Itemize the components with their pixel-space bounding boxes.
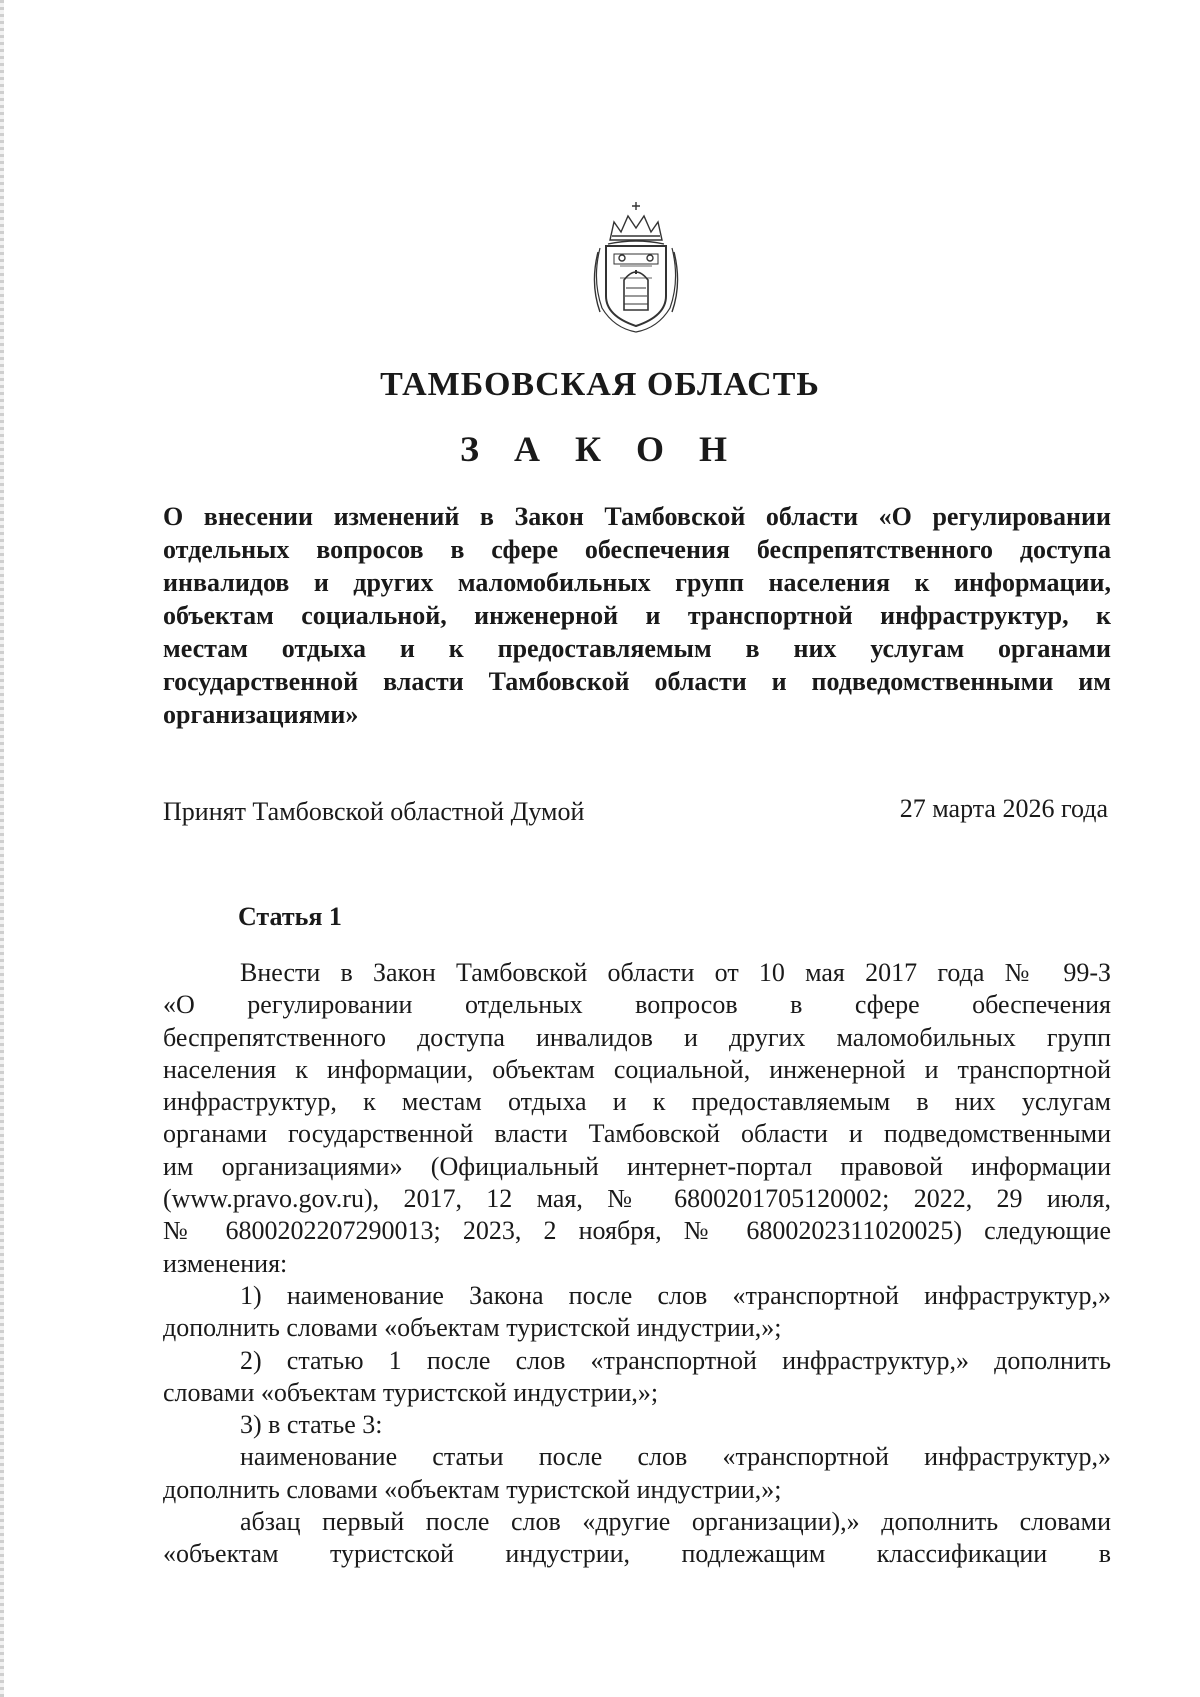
body-line: беспрепятственного доступа инвалидов и других маломобильных групп — [163, 1022, 1111, 1052]
body-line: «объектам туристской индустрии, подлежащим классификации в — [163, 1539, 1111, 1569]
body-line: 1) наименование Закона после слов «транспортной инфраструктур,» — [240, 1280, 1111, 1310]
coat-of-arms-emblem — [590, 200, 682, 334]
body-line: наименование статьи после слов «транспортной инфраструктур,» — [240, 1442, 1111, 1472]
body-line: населения к информации, объектам социальной, инженерной и транспортной — [163, 1054, 1111, 1084]
law-title-line: объектам социальной, инженерной и транспортной инфраструктур, к — [163, 601, 1111, 630]
adoption-date: 27 марта 2026 года — [899, 794, 1108, 823]
scan-edge — [0, 0, 4, 1697]
adoption-label: Принят Тамбовской областной Думой — [163, 797, 585, 826]
body-line: № 6800202207290013; 2023, 2 ноября, № 6800202311020025) следующие — [163, 1216, 1111, 1246]
body-line: инфраструктур, к местам отдыха и к предоставляемым в них услугам — [163, 1087, 1111, 1117]
document-type: З А К О Н — [459, 429, 741, 469]
body-line: Внести в Закон Тамбовской области от 10 мая 2017 года № 99-З — [240, 958, 1111, 987]
body-line: органами государственной власти Тамбовской области и подведомственными — [163, 1119, 1111, 1149]
body-line: 3) в статье 3: — [240, 1410, 383, 1440]
body-line: им организациями» (Официальный интернет-портал правовой информации — [163, 1151, 1111, 1181]
body-line: дополнить словами «объектам туристской индустрии,»; — [163, 1313, 782, 1343]
law-title-line: организациями» — [163, 700, 359, 729]
body-line: абзац первый после слов «другие организации),» дополнить словами — [240, 1507, 1111, 1537]
article-heading: Статья 1 — [238, 902, 342, 931]
law-title — [163, 500, 1111, 731]
law-title-line: государственной власти Тамбовской области и подведомственными им — [163, 667, 1111, 696]
law-title-line: местам отдыха и к предоставляемым в них услугам органами — [163, 634, 1111, 663]
body-line: 2) статью 1 после слов «транспортной инфраструктур,» дополнить — [240, 1345, 1111, 1375]
law-title-line: инвалидов и других маломобильных групп населения к информации, — [163, 568, 1111, 597]
body-line: (www.pravo.gov.ru), 2017, 12 мая, № 6800201705120002; 2022, 29 июля, — [163, 1184, 1111, 1214]
body-line: дополнить словами «объектам туристской индустрии,»; — [163, 1474, 782, 1504]
law-title-line: отдельных вопросов в сфере обеспечения беспрепятственного доступа — [163, 535, 1111, 564]
body-line: изменения: — [163, 1248, 288, 1278]
body-line: «О регулировании отдельных вопросов в сфере обеспечения — [163, 990, 1111, 1020]
law-title-line: О внесении изменений в Закон Тамбовской области «О регулировании — [163, 502, 1111, 531]
article-body — [163, 957, 1111, 1571]
region-name: ТАМБОВСКАЯ ОБЛАСТЬ — [380, 366, 820, 403]
body-line: словами «объектам туристской индустрии,»; — [163, 1377, 659, 1407]
